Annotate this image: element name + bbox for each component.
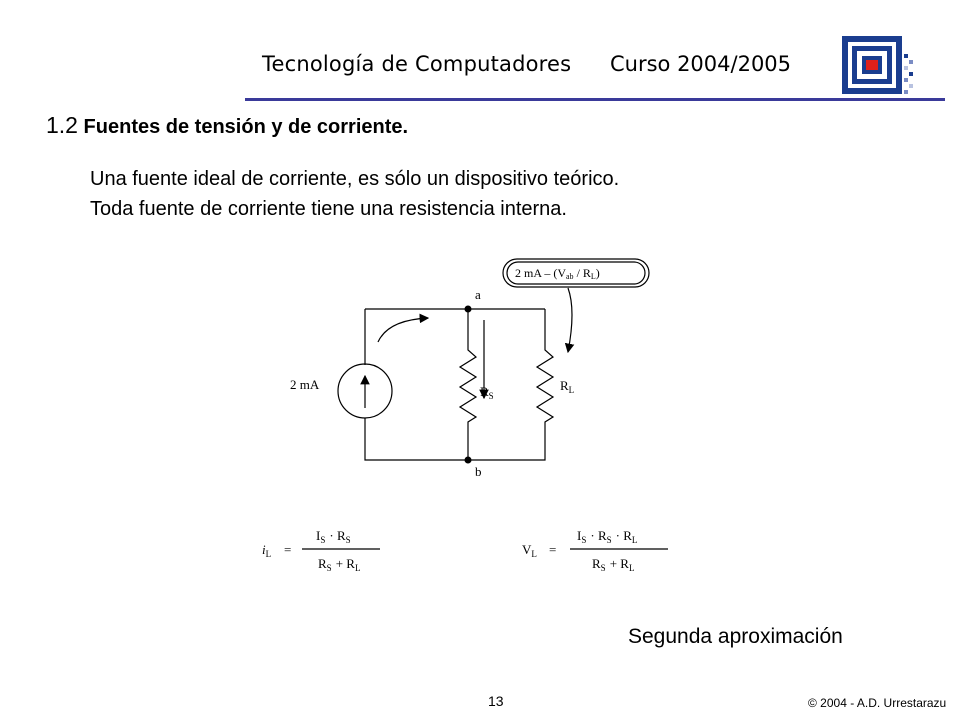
svg-text:=: =	[549, 542, 557, 557]
body-line-1: Una fuente ideal de corriente, es sólo un dispositivo teórico.	[90, 168, 620, 190]
second-approximation-label: Segunda aproximación	[628, 625, 843, 648]
vl-denominator: $R_S + R_L$	[592, 556, 635, 573]
callout-text: 2 mA – (Vab / RL)	[515, 266, 600, 281]
svg-text:=: =	[284, 542, 292, 557]
node-a-dot	[465, 306, 472, 313]
section-number: 1.2	[46, 112, 78, 138]
il-denominator: $R_S + R_L$	[318, 556, 361, 573]
resistor-rl-icon	[537, 340, 553, 430]
svg-text:VL: $V_L$	[522, 542, 537, 559]
formula-il	[262, 528, 360, 573]
source-label: 2 mA	[290, 377, 320, 392]
svg-text:iL: $i_L$	[262, 542, 272, 559]
header-course: Curso 2004/2005	[610, 52, 792, 76]
page-number: 13	[488, 693, 504, 709]
node-b-label: b	[475, 464, 482, 479]
copyright-notice: © 2004 - A.D. Urrestarazu	[808, 696, 947, 710]
rl-label: $R_L$	[560, 378, 575, 395]
rs-label: $R_S$	[480, 384, 494, 401]
node-a-label: a	[475, 287, 481, 302]
body-line-2: Toda fuente de corriente tiene una resistencia interna.	[90, 198, 567, 220]
il-numerator: $I_S \cdot R_S$	[316, 528, 351, 545]
resistor-rs-icon	[460, 309, 476, 460]
node-b-dot	[465, 457, 472, 464]
formula-vl	[522, 528, 637, 573]
section-title-text: Fuentes de tensión y de corriente.	[83, 116, 409, 138]
header-title: Tecnología de Computadores	[262, 52, 572, 76]
vl-numerator: $I_S \cdot R_S \cdot R_L$	[577, 528, 638, 545]
